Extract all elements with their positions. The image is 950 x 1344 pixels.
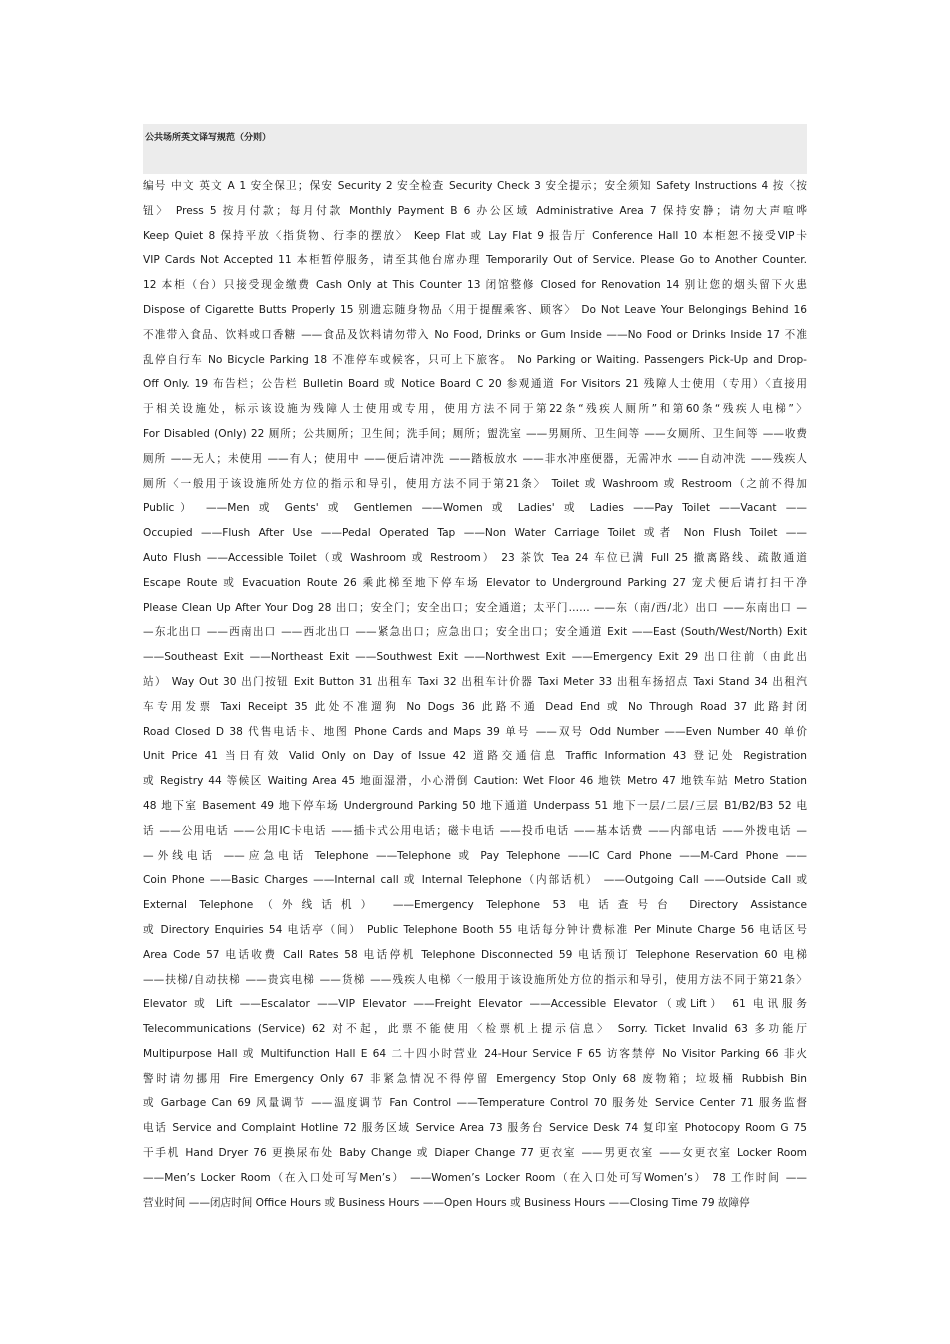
body-text-line: 话 ——公用电话 ——公用IC卡电话 ——插卡式公用电话；磁卡电话 ——投币电话 ——基本话费 ——内部电话 ——外拨电话 — xyxy=(143,824,807,837)
body-text-line: Escape Route 或 Evacuation Route 26 乘此梯至地下停车场 Elevator to Underground Parking 27 宠犬便后请打扫干净 xyxy=(143,576,807,589)
body-text-line: Off Only. 19 布告栏；公告栏 Bulletin Board 或 Notice Board C 20 参观通道 For Visitors 21 残障人士使用（专用）〈直接用 xyxy=(143,378,807,391)
body-text-line: 或 Directory Enquiries 54 电话亭（间） Public Telephone Booth 55 电话每分钟计费标准 Per Minute Charge 56 电话区号 xyxy=(143,923,807,936)
document-body xyxy=(143,179,807,1220)
body-text-line: —外线电话 ——应急电话 Telephone ——Telephone 或 Pay Telephone ——IC Card Phone ——M-Card Phone —— xyxy=(143,849,807,862)
body-text-line: 营业时间 ——闭店时间 Office Hours 或 Business Hours ——Open Hours 或 Business Hours ——Closing Time 79 故障停 xyxy=(143,1196,750,1209)
body-text-line: Please Clean Up After Your Dog 28 出口；安全门；安全出口；安全通道；太平门…… ——东（南/西/北）出口 ——东南出口 — xyxy=(143,601,807,614)
body-text-line: 48 地下室 Basement 49 地下停车场 Underground Parking 50 地下通道 Underpass 51 地下一层/二层/三层 B1/B2/B3 52 电 xyxy=(143,799,807,812)
body-text-line: ——Men’s Locker Room（在入口处可写Men’s） ——Women’s Locker Room（在入口处可写Women’s） 78 工作时间 —— xyxy=(143,1171,807,1184)
body-text-line: ——扶梯/自动扶梯 ——贵宾电梯 ——货梯 ——残疾人电梯〈一般用于该设施所处方位的指示和导引，使用方法不同于第21条〉 xyxy=(143,973,807,986)
body-text-line: Multipurpose Hall 或 Multifunction Hall E 64 二十四小时营业 24-Hour Service F 65 访客禁停 No Visitor Parking 66 非火 xyxy=(143,1047,807,1060)
body-text-line: —东北出口 ——西南出口 ——西北出口 ——紧急出口；应急出口；安全出口；安全通道 Exit ——East (South/West/North) Exit xyxy=(143,626,807,639)
body-text-line: 或 Garbage Can 69 风量调节 ——温度调节 Fan Control ——Temperature Control 70 服务处 Service Center 71 服务监督 xyxy=(143,1097,807,1110)
body-text-line: 厕所〈一般用于该设施所处方位的指示和导引，使用方法不同于第21条〉 Toilet 或 Washroom 或 Restroom（之前不得加 xyxy=(143,477,807,490)
body-text-line: 或 Registry 44 等候区 Waiting Area 45 地面湿滑，小心滑倒 Caution: Wet Floor 46 地铁 Metro 47 地铁车站 Metro Station xyxy=(143,775,807,788)
body-text-line: External Telephone（外线话机） ——Emergency Telephone 53 电话查号台 Directory Assistance xyxy=(143,899,807,912)
body-text-line: 12 本柜（台）只接受现金缴费 Cash Only at This Counter 13 闭馆整修 Closed for Renovation 14 别让您的烟头留下火患 xyxy=(143,279,807,292)
body-text-line: 乱停自行车 No Bicycle Parking 18 不准停车或候客，只可上下旅客。 No Parking or Waiting. Passengers Pick-Up and Drop- xyxy=(143,353,807,366)
body-text-line: 厕所 ——无人；未使用 ——有人；使用中 ——便后请冲洗 ——踏板放水 ——非水冲座便器，无需冲水 ——自动冲洗 ——残疾人 xyxy=(143,452,807,465)
body-text-line: For Disabled (Only) 22 厕所；公共厕所；卫生间；洗手间；厕所；盥洗室 ——男厕所、卫生间等 ——女厕所、卫生间等 ——收费 xyxy=(143,427,807,440)
body-text-line: 站） Way Out 30 出门按钮 Exit Button 31 出租车 Taxi 32 出租车计价器 Taxi Meter 33 出租车扬招点 Taxi Stand 34 出租汽 xyxy=(143,675,807,688)
body-text-line: Area Code 57 电话收费 Call Rates 58 电话停机 Telephone Disconnected 59 电话预订 Telephone Reservation 60 电梯 xyxy=(143,948,807,961)
document-title: 公共场所英文译写规范（分则） xyxy=(145,133,272,143)
body-text-line: Occupied ——Flush After Use ——Pedal Operated Tap ——Non Water Carriage Toilet 或者 Non Flush Toilet —— xyxy=(143,527,807,540)
body-text-line: 电话 Service and Complaint Hotline 72 服务区域 Service Area 73 服务台 Service Desk 74 复印室 Photocopy Room G 75 xyxy=(143,1122,807,1135)
title-header-box xyxy=(143,124,807,174)
body-text-line: Auto Flush ——Accessible Toilet（或 Washroom 或 Restroom） 23 茶饮 Tea 24 车位已满 Full 25 撤离路线、疏散通道 xyxy=(143,551,807,564)
body-text-line: 警时请勿挪用 Fire Emergency Only 67 非紧急情况不得停留 Emergency Stop Only 68 废物箱；垃圾桶 Rubbish Bin xyxy=(143,1072,807,1085)
body-text-line: VIP Cards Not Accepted 11 本柜暂停服务，请至其他台席办理 Temporarily Out of Service. Please Go to Another Counter. xyxy=(143,254,807,267)
body-text-line: 车专用发票 Taxi Receipt 35 此处不准遛狗 No Dogs 36 此路不通 Dead End 或 No Through Road 37 此路封闭 xyxy=(143,700,807,713)
body-text-line: Unit Price 41 当日有效 Valid Only on Day of Issue 42 道路交通信息 Traffic Information 43 登记处 Registration xyxy=(143,750,807,763)
body-text-line: 于相关设施处，标示该设施为残障人士使用或专用，使用方法不同于第22条“残疾人厕所”和第60条“残疾人电梯”〉 xyxy=(143,403,807,416)
body-text-line: Keep Quiet 8 保持平放〈指货物、行李的摆放〉 Keep Flat 或 Lay Flat 9 报告厅 Conference Hall 10 本柜恕不接受VIP卡 xyxy=(143,229,807,242)
body-text-line: Coin Phone ——Basic Charges ——Internal call 或 Internal Telephone（内部话机） ——Outgoing Call ——Outside Call 或 xyxy=(143,874,807,887)
body-text-line: 干手机 Hand Dryer 76 更换尿布处 Baby Change 或 Diaper Change 77 更衣室 ——男更衣室 ——女更衣室 Locker Room xyxy=(143,1147,807,1160)
body-text-line: Road Closed D 38 代售电话卡、地图 Phone Cards and Maps 39 单号 ——双号 Odd Number ——Even Number 40 单价 xyxy=(143,725,807,738)
body-text-line: 不准带入食品、饮料或口香糖 ——食品及饮料请勿带入 No Food, Drinks or Gum Inside ——No Food or Drinks Inside 17 不准 xyxy=(143,328,807,341)
body-text-line: 钮〉 Press 5 按月付款；每月付款 Monthly Payment B 6 办公区域 Administrative Area 7 保持安静；请勿大声喧哗 xyxy=(143,204,807,217)
body-text-line: Elevator 或 Lift ——Escalator ——VIP Elevator ——Freight Elevator ——Accessible Elevator（或Lift） 61 电讯服务 xyxy=(143,998,807,1011)
body-text-line: 编号 中文 英文 A 1 安全保卫；保安 Security 2 安全检查 Security Check 3 安全提示；安全须知 Safety Instructions 4 按〈按 xyxy=(143,180,807,192)
body-text-line: Dispose of Cigarette Butts Properly 15 别遗忘随身物品〈用于提醒乘客、顾客〉 Do Not Leave Your Belongings Behind 16 xyxy=(143,303,807,316)
body-text-line: Telecommunications (Service) 62 对不起，此票不能使用〈检票机上提示信息〉 Sorry. Ticket Invalid 63 多功能厅 xyxy=(143,1023,807,1036)
body-text-line: ——Southeast Exit ——Northeast Exit ——Southwest Exit ——Northwest Exit ——Emergency Exit 29 出口往前（由此出 xyxy=(143,651,807,664)
body-text-line: Public） ——Men 或 Gents' 或 Gentlemen ——Women 或 Ladies' 或 Ladies ——Pay Toilet ——Vacant —— xyxy=(143,502,807,515)
